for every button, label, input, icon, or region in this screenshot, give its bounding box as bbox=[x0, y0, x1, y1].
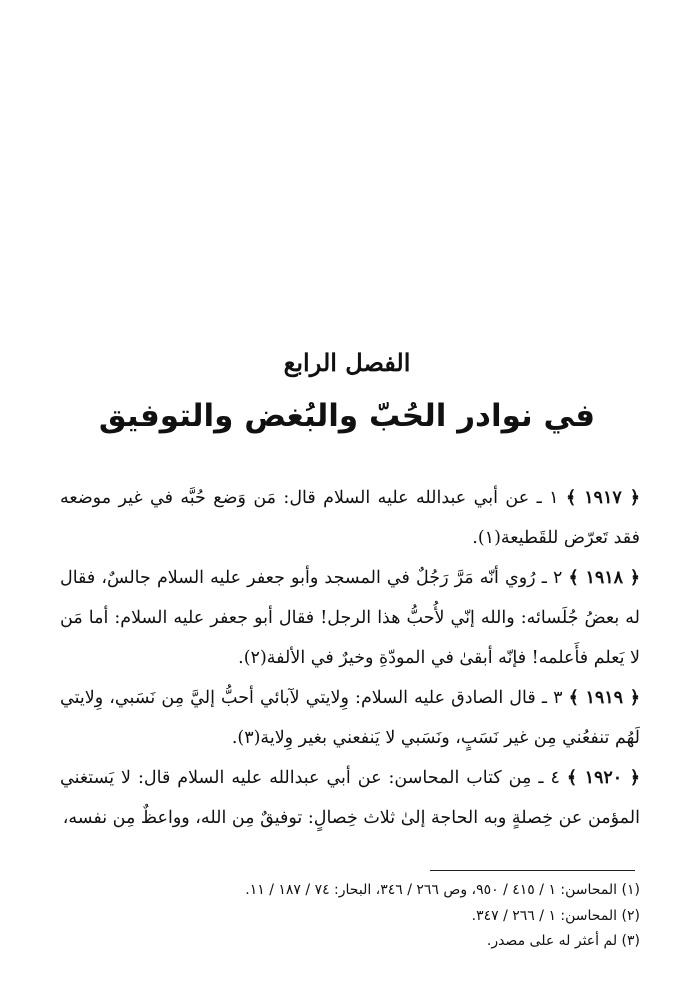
footnote: (٣) لم أعثر له على مصدر. bbox=[486, 933, 640, 949]
hadith-text: ٢ ـ رُوي أنّه مَرَّ رَجُلٌ في المسجد وأبو جعفر عليه السلام جالسٌ، فقال له بعضُ جُلَسائه: والله إنّي لأُحبُّ هذا الرجل! فقال أبو جعفر عليه السلام: أما مَن لا يَعلم فأَعلمه! فإنّه أبقىٰ في المودّةِ وخيرٌ في الألفة(٢). bbox=[60, 568, 640, 668]
chapter-label: الفصل الرابع bbox=[283, 348, 411, 377]
hadith-text: ١ ـ عن أبي عبدالله عليه السلام قال: مَن وَضع حُبَّه في غير موضعه فقد تَعرّض للقَطيعة(١). bbox=[60, 488, 640, 548]
chapter-title: في نوادر الحُبّ والبُغض والتوفيق bbox=[98, 398, 596, 434]
hadith-text: ٤ ـ مِن كتاب المحاسن: عن أبي عبدالله عليه السلام قال: لا يَستغني المؤمن عن خِصلةٍ وبه الحاجة إلىٰ ثلاث خِصالٍ: توفيقٌ مِن الله، وواعظٌ مِن نفسه، bbox=[60, 768, 640, 828]
hadith-number: ﴿ ١٩١٧ ﴾ bbox=[565, 488, 640, 508]
hadith-list bbox=[60, 478, 640, 838]
footnotes bbox=[60, 878, 640, 955]
hadith-entry bbox=[60, 558, 640, 678]
footnote: (٢) المحاسن: ١ / ٢٦٦ / ٣٤٧. bbox=[471, 907, 640, 924]
hadith-entry bbox=[60, 758, 640, 838]
hadith-number: ﴿ ١٩٢٠ ﴾ bbox=[566, 768, 640, 788]
hadith-number: ﴿ ١٩١٨ ﴾ bbox=[568, 568, 640, 588]
hadith-entry bbox=[60, 678, 640, 758]
hadith-number: ﴿ ١٩١٩ ﴾ bbox=[568, 688, 640, 708]
hadith-entry bbox=[60, 478, 640, 558]
hadith-text: ٣ ـ قال الصادق عليه السلام: وِلايتي لآبائي أحبُّ إليَّ مِن نَسَبي، وِلايتي لَهُم تنفعُني مِن غير نَسَبٍ، ونَسَبي لا يَنفعني بغير وِلاية(٣). bbox=[60, 688, 640, 748]
footnote: (١) المحاسن: ١ / ٤١٥ / ٩٥٠، وص ٢٦٦ / ٣٤٦، البحار: ٧٤ / ١٨٧ / ١١. bbox=[245, 882, 640, 898]
footnote-separator bbox=[430, 870, 635, 871]
